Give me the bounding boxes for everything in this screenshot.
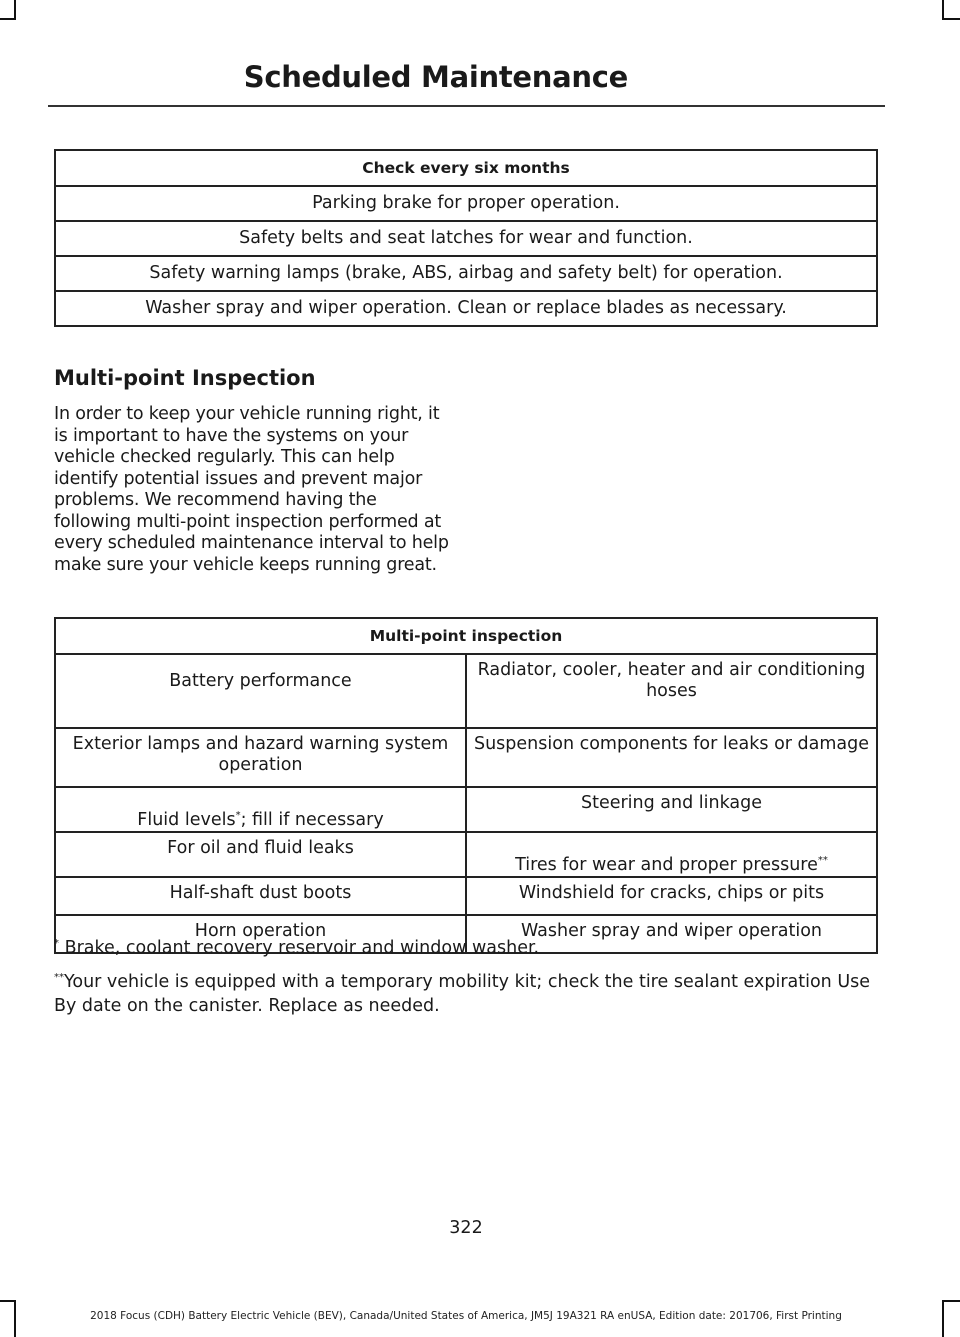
table-row xyxy=(55,832,877,877)
crop-mark xyxy=(14,0,16,20)
table-row xyxy=(55,787,877,832)
cell-text: ; fill if necessary xyxy=(240,810,384,830)
table-cell: Windshield for cracks, chips or pits xyxy=(466,877,877,915)
crop-mark xyxy=(942,1300,960,1302)
table-row: Safety warning lamps (brake, ABS, airbag and safety belt) for operation. xyxy=(55,256,877,291)
crop-mark xyxy=(942,18,960,20)
table-header: Check every six months xyxy=(55,150,877,186)
footnote-text: Your vehicle is equipped with a temporary mobility kit; check the tire sealant expiration Use By date on the canister. Replace as needed. xyxy=(54,972,871,1016)
page-title-text: Scheduled Maintenance xyxy=(243,60,628,94)
footnote-ref: ** xyxy=(817,855,828,867)
footnote-mark: * xyxy=(54,938,59,950)
table-cell: Radiator, cooler, heater and air conditioning hoses xyxy=(466,654,877,728)
table-cell: Half-shaft dust boots xyxy=(55,877,466,915)
table-cell xyxy=(55,787,466,832)
crop-mark xyxy=(0,1300,16,1302)
table-cell: Washer spray and wiper operation xyxy=(466,915,877,953)
table-cell: Battery performance xyxy=(55,654,466,728)
footnote xyxy=(54,936,884,960)
table-row: Safety belts and seat latches for wear and function. xyxy=(55,221,877,256)
table-row: Washer spray and wiper operation. Clean or replace blades as necessary. xyxy=(55,291,877,326)
table-cell: Horn operation xyxy=(55,915,466,953)
cell-text: Tires for wear and proper pressure xyxy=(515,855,818,875)
section-heading: Multi-point Inspection xyxy=(54,366,316,390)
table-cell: For oil and fluid leaks xyxy=(55,832,466,877)
table-cell: Exterior lamps and hazard warning system operation xyxy=(55,728,466,787)
table-row xyxy=(55,877,877,915)
table-cell xyxy=(466,832,877,877)
crop-mark xyxy=(942,1300,944,1337)
crop-mark xyxy=(0,18,16,20)
crop-mark xyxy=(942,0,944,20)
footnote xyxy=(54,970,884,1018)
footer-edition-info: 2018 Focus (CDH) Battery Electric Vehicle (BEV), Canada/United States of America, JM5J 19A321 RA enUSA, Edition date: 201706, First Printing xyxy=(90,1310,842,1322)
table-row xyxy=(55,728,877,787)
table-row xyxy=(55,654,877,728)
header-rule xyxy=(48,105,885,107)
footnote-ref: * xyxy=(235,810,241,822)
six-month-check-table xyxy=(54,149,878,327)
section-body: In order to keep your vehicle running right, it is important to have the systems on your vehicle checked regularly. This can help identify potential issues and prevent major problems. We recommend having the following multi-point inspection performed at every scheduled maintenance interval to help make sure your vehicle keeps running great. xyxy=(54,404,449,575)
table-row: Parking brake for proper operation. xyxy=(55,186,877,221)
table-cell: Suspension components for leaks or damage xyxy=(466,728,877,787)
table-cell: Steering and linkage xyxy=(466,787,877,832)
footnote-mark: ** xyxy=(54,972,64,984)
cell-text: Fluid levels xyxy=(137,810,236,830)
page-number: 322 xyxy=(449,1218,483,1238)
footnote-text: Brake, coolant recovery reservoir and window washer. xyxy=(59,938,540,958)
page-title xyxy=(0,60,934,94)
table-header: Multi-point inspection xyxy=(55,618,877,654)
multipoint-inspection-table xyxy=(54,617,878,954)
